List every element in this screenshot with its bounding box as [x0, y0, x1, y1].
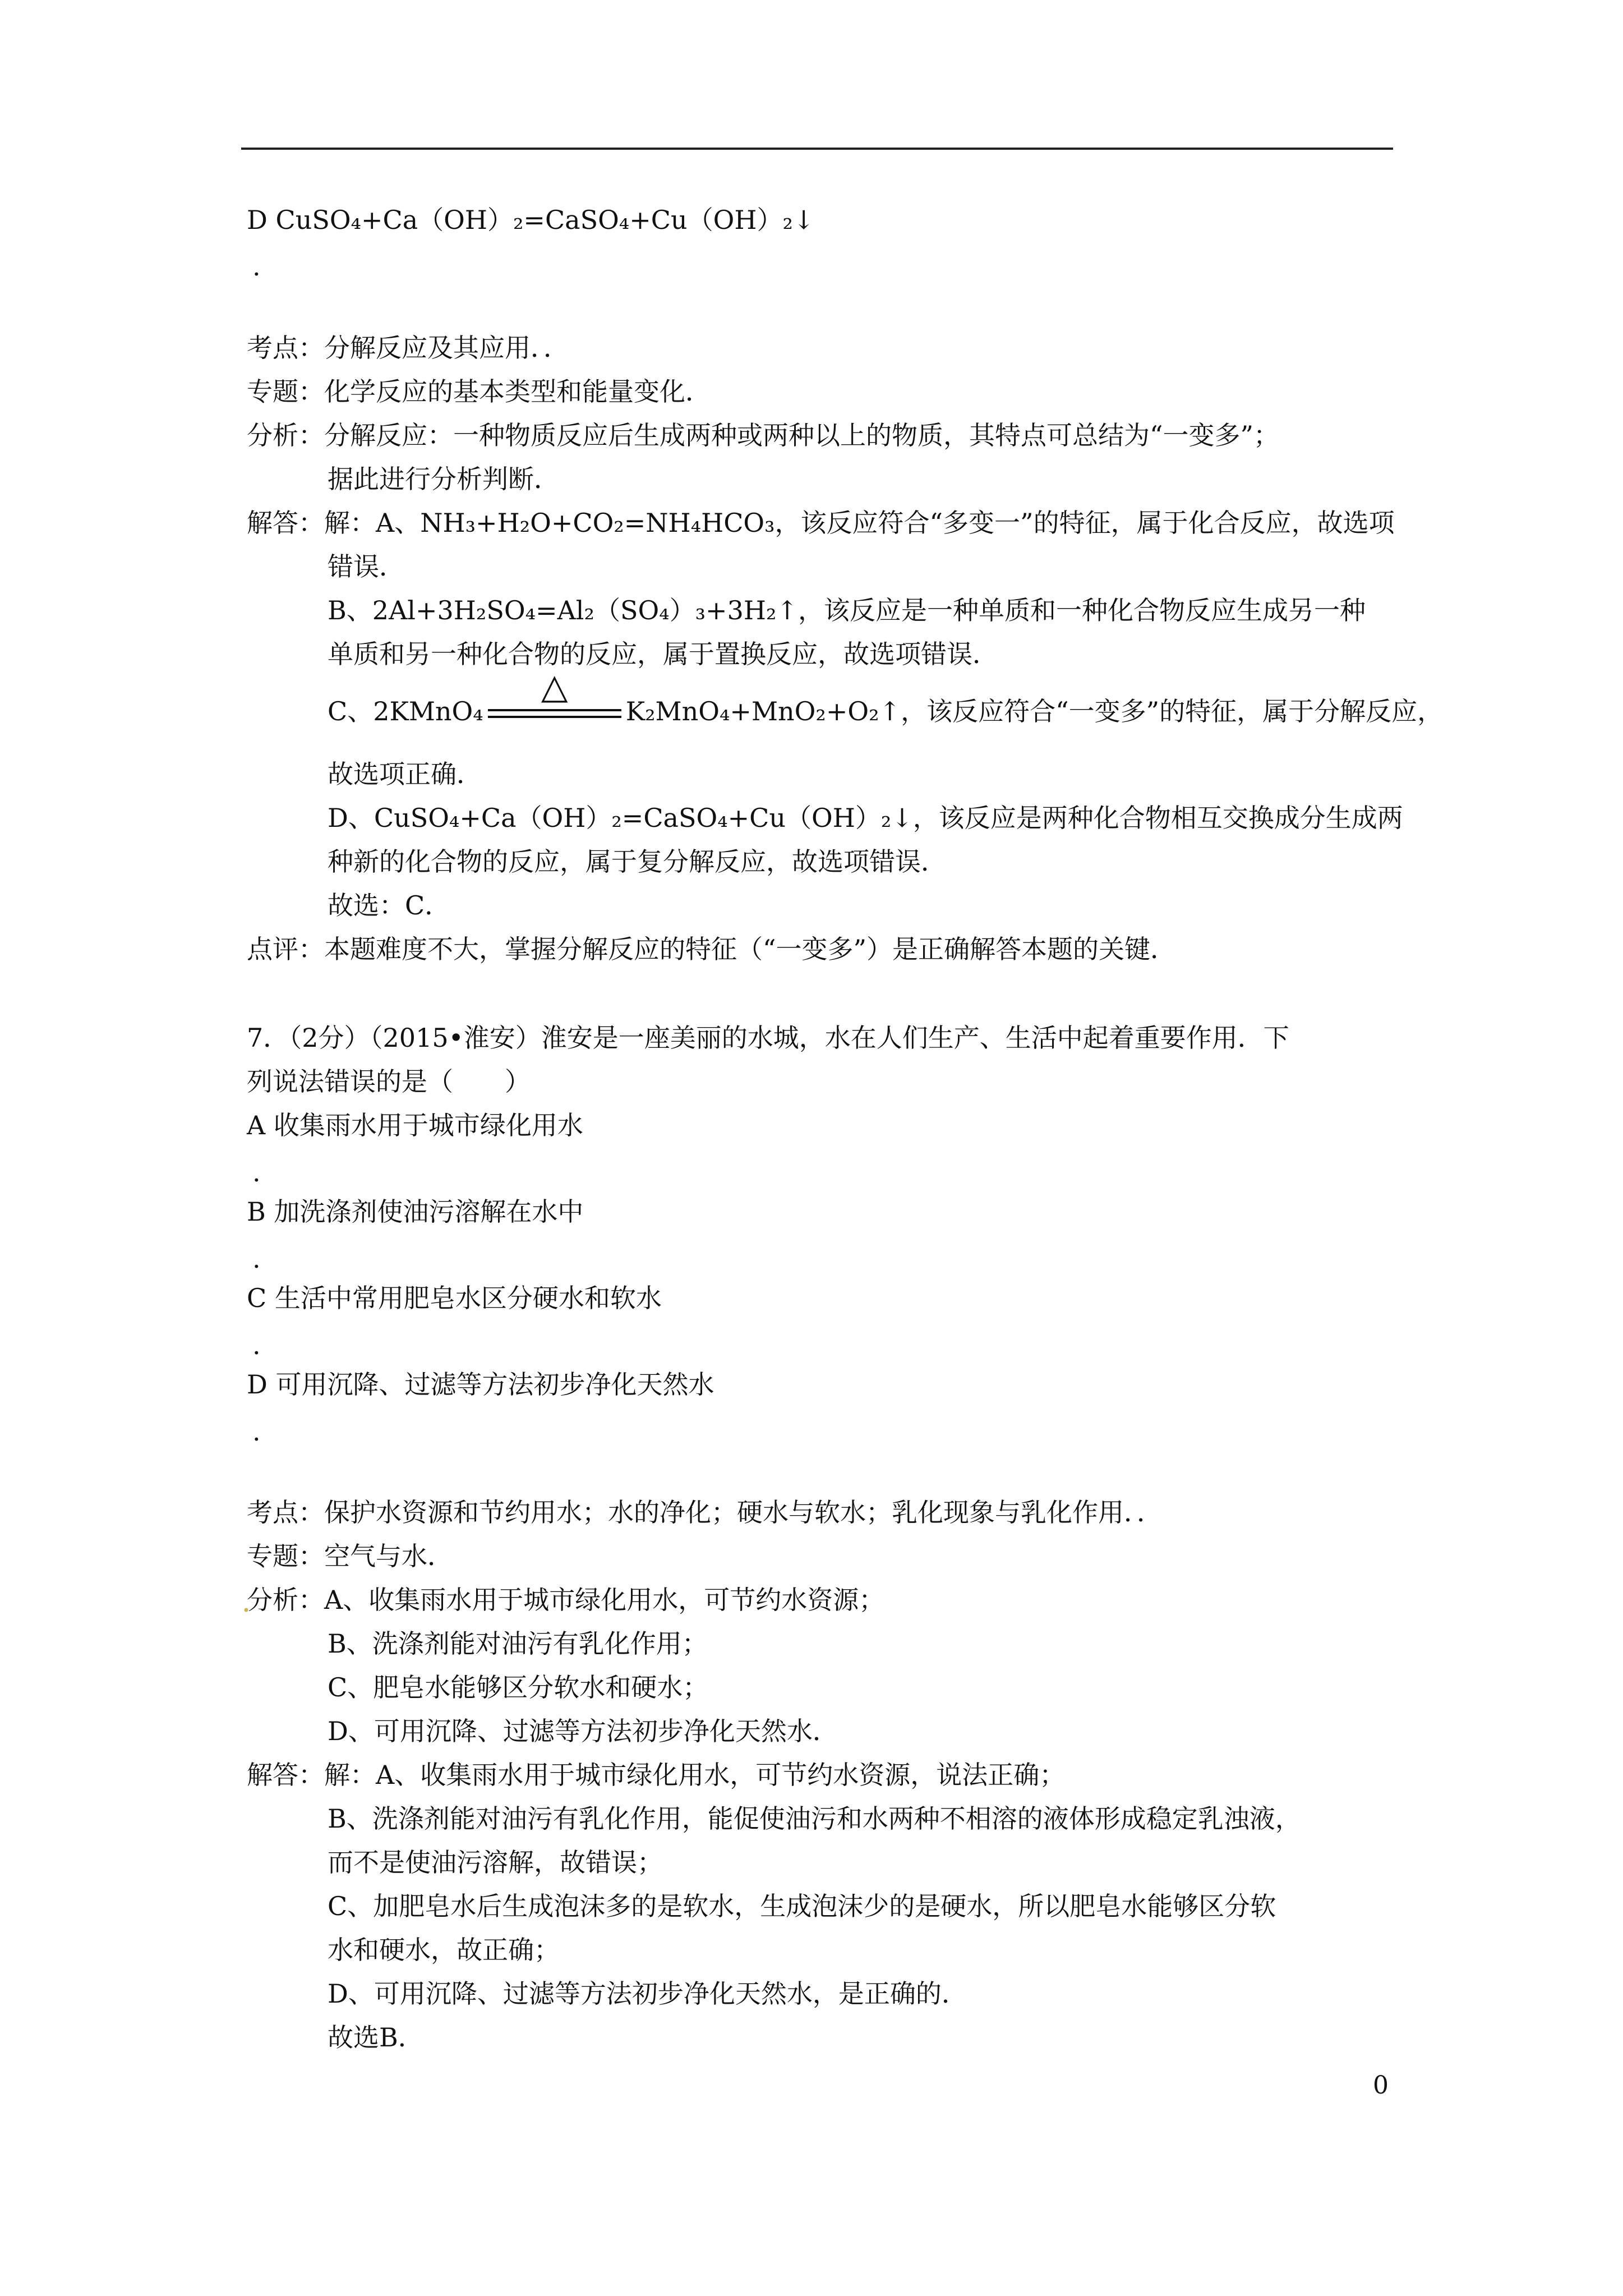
- q7-option-b: B 加洗涤剂使油污溶解在水中: [247, 1197, 584, 1227]
- q6-fenxi-line1: 分析：分解反应：一种物质反应后生成两种或两种以上的物质，其特点可总结为“一变多”；: [247, 420, 1280, 450]
- q6-jieda-b-line2: 单质和另一种化合物的反应，属于置换反应，故选项错误．: [328, 639, 998, 669]
- q6-c-reactant: C、2KMnO₄: [328, 696, 483, 726]
- heating-condition: [485, 666, 625, 728]
- q7-option-a-dot: .: [252, 1157, 261, 1188]
- q7-fenxi-b: B、洗涤剂能对油污有乳化作用；: [328, 1628, 708, 1659]
- q7-option-d: D 可用沉降、过滤等方法初步净化天然水: [247, 1369, 714, 1400]
- q7-kaodian: 考点：保护水资源和节约用水；水的净化；硬水与软水；乳化现象与乳化作用．．: [247, 1497, 1163, 1527]
- header-rule: [241, 148, 1393, 150]
- delta-heat-icon: △: [541, 666, 568, 707]
- q6-option-d: D CuSO₄+Ca（OH）₂=CaSO₄+Cu（OH）₂↓: [247, 205, 815, 235]
- q7-fenxi-d: D、可用沉降、过滤等方法初步净化天然水．: [328, 1716, 838, 1746]
- q6-jieda-c-line1: [328, 666, 1444, 728]
- q6-jieda-a-line2: 错误．: [328, 551, 405, 582]
- q7-fenxi-a: 分析：A、收集雨水用于城市绿化用水，可节约水资源；: [247, 1585, 885, 1615]
- q7-zhuanti: 专题：空气与水．: [247, 1541, 453, 1571]
- q6-kaodian: 考点：分解反应及其应用．．: [247, 333, 569, 363]
- q7-guxuan: 故选B．: [328, 2022, 424, 2053]
- q7-option-d-dot: .: [252, 1416, 261, 1447]
- q7-option-b-dot: .: [252, 1244, 261, 1274]
- q7-option-c-dot: .: [252, 1330, 261, 1360]
- q7-jieda-b-line1: B、洗涤剂能对油污有乳化作用，能促使油污和水两种不相溶的液体形成稳定乳浊液，: [328, 1803, 1301, 1834]
- q7-option-c: C 生活中常用肥皂水区分硬水和软水: [247, 1283, 662, 1313]
- q7-jieda-a: 解答：解：A、收集雨水用于城市绿化用水，可节约水资源，说法正确；: [247, 1760, 1066, 1790]
- q6-dianping: 点评：本题难度不大，掌握分解反应的特征（“一变多”）是正确解答本题的关键．: [247, 934, 1177, 964]
- q6-zhuanti: 专题：化学反应的基本类型和能量变化．: [247, 376, 711, 407]
- q7-stem-line1: 7．（2分）（2015•淮安）淮安是一座美丽的水城，水在人们生产、生活中起着重要作用．下: [247, 1023, 1289, 1053]
- q6-option-d-dot: .: [252, 251, 261, 282]
- q6-jieda-d-line2: 种新的化合物的反应，属于复分解反应，故选项错误．: [328, 846, 947, 877]
- q6-guxuan: 故选：C．: [328, 890, 451, 921]
- q7-option-a: A 收集雨水用于城市绿化用水: [247, 1110, 583, 1140]
- q7-stem-line2: 列说法错误的是（ ）: [247, 1066, 531, 1097]
- q7-jieda-b-line2: 而不是使油污溶解，故错误；: [328, 1847, 663, 1878]
- page-number: 0: [1373, 2071, 1389, 2100]
- q7-jieda-d: D、可用沉降、过滤等方法初步净化天然水，是正确的．: [328, 1978, 967, 2009]
- q6-c-products: K₂MnO₄+MnO₂+O₂↑，该反应符合“一变多”的特征，属于分解反应，: [625, 696, 1444, 726]
- q6-jieda-d-line1: D、CuSO₄+Ca（OH）₂=CaSO₄+Cu（OH）₂↓，该反应是两种化合物相互交换成分生成两: [328, 803, 1403, 833]
- q7-fenxi-c: C、肥皂水能够区分软水和硬水；: [328, 1672, 709, 1703]
- q6-jieda-c-line2: 故选项正确．: [328, 759, 482, 789]
- q6-jieda-b-line1: B、2Al+3H₂SO₄=Al₂（SO₄）₃+3H₂↑，该反应是一种单质和一种化合物反应生成另一种: [328, 595, 1366, 625]
- q7-jieda-c-line2: 水和硬水，故正确；: [328, 1935, 560, 1965]
- q6-fenxi-line2: 据此进行分析判断．: [328, 464, 560, 494]
- q7-jieda-c-line1: C、加肥皂水后生成泡沫多的是软水，生成泡沫少的是硬水，所以肥皂水能够区分软: [328, 1891, 1276, 1921]
- q6-jieda-a-line1: 解答：解：A、NH₃+H₂O+CO₂=NH₄HCO₃，该反应符合“多变一”的特征，属于化合反应，故选项: [247, 508, 1395, 538]
